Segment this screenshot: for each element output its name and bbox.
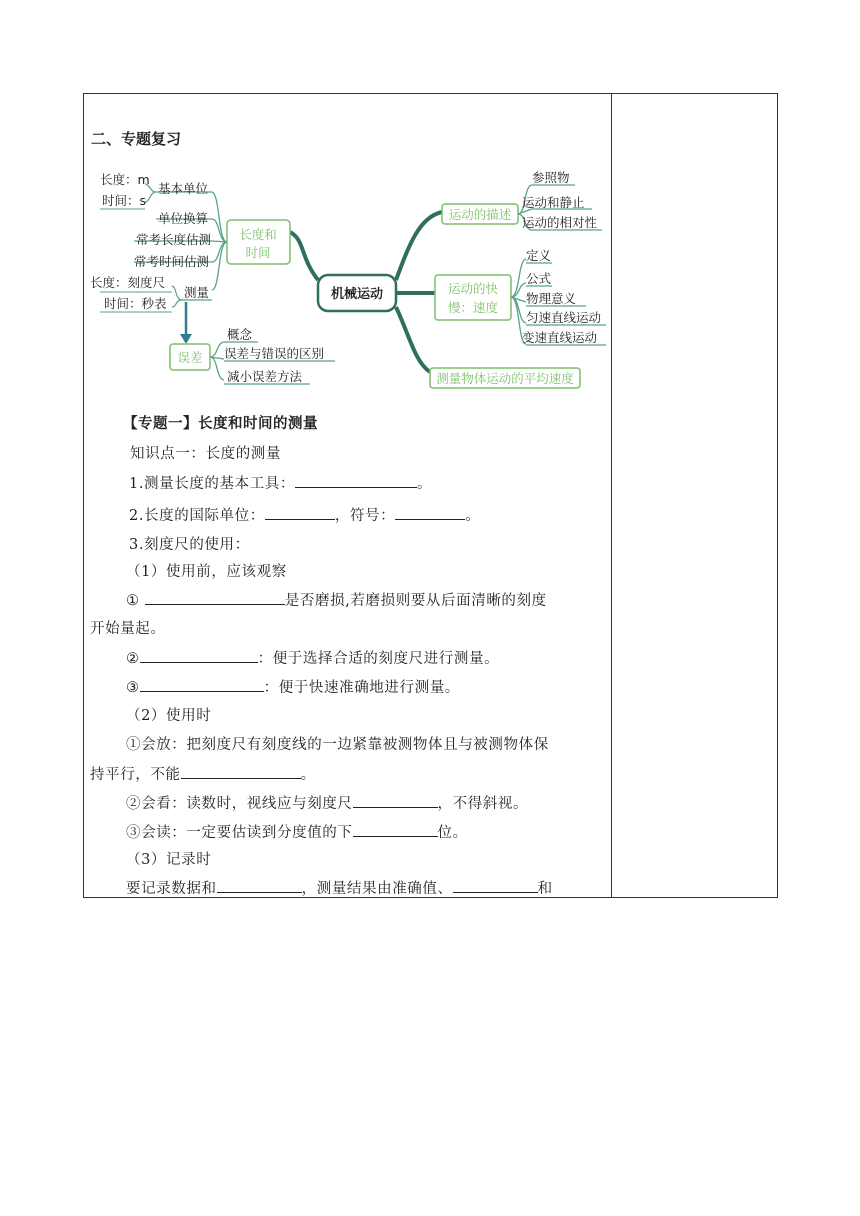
during-use: （2）使用时 — [126, 708, 212, 724]
before-use: （1）使用前，应该观察 — [126, 564, 287, 580]
topic1-heading: 【专题一】长度和时间的测量 — [123, 416, 318, 432]
svg-text:运动的相对性: 运动的相对性 — [522, 215, 598, 230]
svg-text:参照物: 参照物 — [532, 170, 570, 185]
knowledge-point-1: 知识点一：长度的测量 — [130, 446, 281, 462]
column-divider — [611, 93, 612, 898]
look-rule: ②会看：读数时，视线应与刻度尺 ，不得斜视。 — [126, 793, 528, 814]
svg-text:长度和: 长度和 — [239, 227, 277, 242]
place-rule: ①会放：把刻度尺有刻度线的一边紧靠被测物体且与被测物体保 — [126, 737, 549, 753]
svg-text:时间：秒表: 时间：秒表 — [104, 296, 167, 311]
svg-text:物理意义: 物理意义 — [526, 291, 577, 306]
answer-blank[interactable] — [453, 878, 538, 893]
record-rule: 要记录数据和 ，测量结果由准确值、 和 — [126, 878, 553, 899]
mind-map — [90, 162, 610, 397]
answer-blank[interactable] — [145, 590, 285, 605]
svg-text:运动和静止: 运动和静止 — [522, 195, 585, 210]
svg-text:长度：m: 长度：m — [100, 172, 150, 187]
svg-text:长度：刻度尺: 长度：刻度尺 — [90, 275, 166, 290]
answer-blank[interactable] — [395, 505, 465, 520]
svg-text:时间：s: 时间：s — [102, 193, 147, 208]
svg-text:运动的描述: 运动的描述 — [448, 207, 512, 222]
svg-text:减小误差方法: 减小误差方法 — [227, 369, 303, 384]
answer-blank[interactable] — [353, 822, 438, 837]
svg-text:单位换算: 单位换算 — [158, 211, 209, 226]
svg-text:概念: 概念 — [227, 327, 253, 342]
answer-blank[interactable] — [217, 878, 302, 893]
observe-item-2: ② ：便于选择合适的刻度尺进行测量。 — [126, 648, 499, 669]
svg-text:公式: 公式 — [526, 271, 552, 286]
svg-text:匀速直线运动: 匀速直线运动 — [526, 310, 602, 325]
observe-item-1-cont: 开始量起。 — [90, 621, 166, 637]
svg-text:变速直线运动: 变速直线运动 — [522, 330, 598, 345]
record-heading: （3）记录时 — [126, 852, 212, 868]
answer-blank[interactable] — [353, 793, 438, 808]
question-3: 3.刻度尺的使用： — [129, 537, 250, 553]
question-1: 1.测量长度的基本工具： 。 — [129, 473, 432, 494]
svg-text:时间: 时间 — [245, 245, 271, 260]
svg-text:运动的快: 运动的快 — [447, 281, 499, 296]
svg-text:误差与错误的区别: 误差与错误的区别 — [224, 346, 325, 361]
svg-text:基本单位: 基本单位 — [158, 181, 209, 196]
svg-text:定义: 定义 — [526, 248, 552, 263]
mindmap-center-label: 机械运动 — [330, 287, 384, 302]
section-title: 二、专题复习 — [91, 130, 182, 148]
answer-blank[interactable] — [181, 764, 301, 779]
answer-blank[interactable] — [295, 473, 417, 488]
answer-blank[interactable] — [140, 677, 264, 692]
svg-text:常考长度估测: 常考长度估测 — [136, 232, 212, 247]
svg-text:误差: 误差 — [177, 350, 203, 365]
place-rule-cont: 持平行，不能 。 — [90, 764, 316, 785]
svg-text:常考时间估测: 常考时间估测 — [134, 254, 210, 269]
svg-text:测量: 测量 — [184, 285, 210, 300]
svg-text:测量物体运动的平均速度: 测量物体运动的平均速度 — [436, 371, 574, 386]
read-rule: ③会读：一定要估读到分度值的下 位。 — [126, 822, 468, 843]
question-2: 2.长度的国际单位： ，符号： 。 — [129, 505, 480, 526]
svg-text:慢：速度: 慢：速度 — [447, 300, 499, 315]
answer-blank[interactable] — [265, 505, 335, 520]
observe-item-3: ③ ：便于快速准确地进行测量。 — [126, 677, 460, 698]
answer-blank[interactable] — [140, 648, 258, 663]
observe-item-1: ① 是否磨损,若磨损则要从后面清晰的刻度 — [126, 590, 547, 611]
